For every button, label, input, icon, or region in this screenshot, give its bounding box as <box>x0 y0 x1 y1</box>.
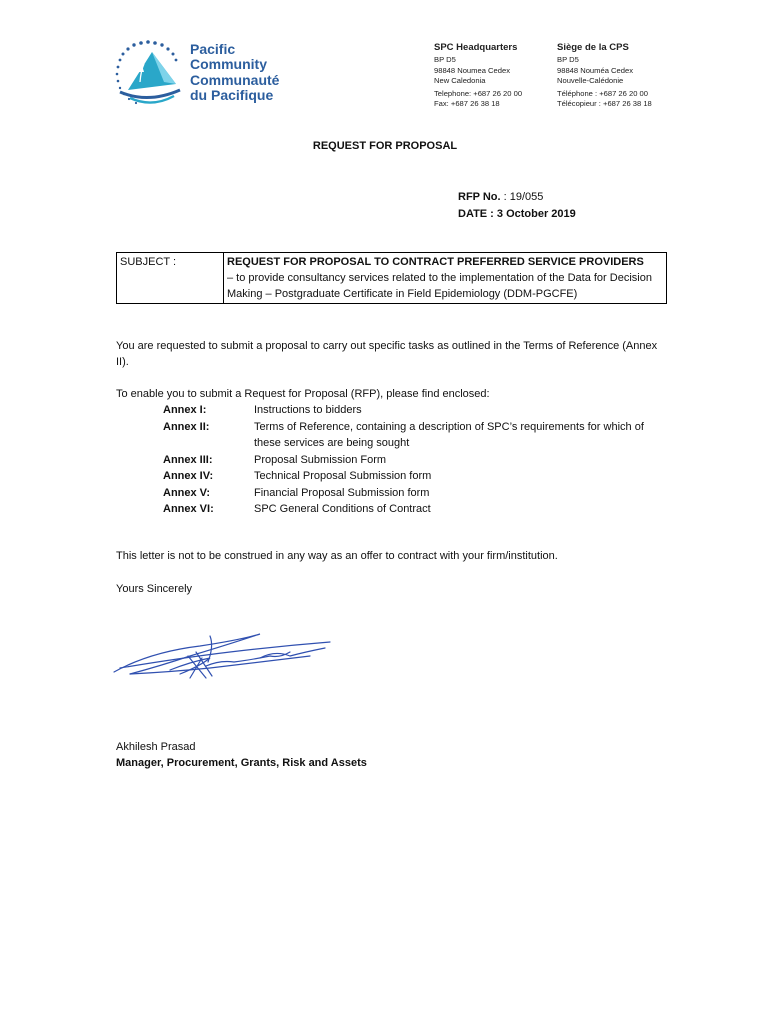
annex-row <box>116 485 659 502</box>
annex-text: Technical Proposal Submission form <box>254 470 432 482</box>
hq-address-en <box>434 42 522 110</box>
rfp-no-label: RFP No. <box>458 191 501 203</box>
hq-line: Téléphone : +687 26 20 00 <box>557 88 648 98</box>
enclosure-paragraph: To enable you to submit a Request for Proposal (RFP), please find enclosed: <box>116 388 490 400</box>
annex-label: Annex III: <box>163 453 213 466</box>
closing: Yours Sincerely <box>116 583 193 595</box>
signatory-name: Akhilesh Prasad <box>116 741 196 753</box>
annex-label: Annex II: <box>163 420 210 433</box>
signatory-title: Manager, Procurement, Grants, Risk and Assets <box>116 757 367 769</box>
hq-heading-fr: Siège de la CPS <box>557 42 629 53</box>
hq-line: New Caledonia <box>434 76 486 86</box>
hq-line: Fax: +687 26 38 18 <box>434 99 500 109</box>
disclaimer-paragraph: This letter is not to be construed in any way as an offer to contract with your firm/institution. <box>116 550 558 562</box>
subject-content <box>224 253 667 304</box>
annex-label: Annex IV: <box>163 470 214 482</box>
org-name-en-1: Pacific <box>190 41 236 57</box>
subject-table <box>116 252 667 304</box>
annex-row <box>116 452 659 469</box>
annex-text: Proposal Submission Form <box>254 453 387 466</box>
hq-heading-en: SPC Headquarters <box>434 42 518 53</box>
pacific-community-logo-icon <box>108 38 188 110</box>
annex-row <box>116 419 659 452</box>
intro-paragraph: You are requested to submit a proposal to carry out specific tasks as outlined in the Terms of Reference (Annex II). <box>116 340 658 368</box>
subject-heading: REQUEST FOR PROPOSAL TO CONTRACT PREFERRED SERVICE PROVIDERS <box>227 256 644 268</box>
annex-list <box>116 402 659 518</box>
rfp-no-value: : 19/055 <box>500 191 544 203</box>
org-name-fr-1: Communauté <box>190 72 280 88</box>
rfp-details <box>458 189 576 223</box>
subject-body: – to provide consultancy services related to the implementation of the Data for Decision Making – Postgraduate Certificate in Field Epidemiology (DDM-PGCFE) <box>227 272 652 300</box>
hq-address-fr <box>557 42 652 110</box>
annex-row <box>116 468 659 485</box>
annex-text: SPC General Conditions of Contract <box>254 503 431 515</box>
hq-line: Télécopieur : +687 26 38 18 <box>557 99 652 109</box>
annex-row <box>116 402 659 419</box>
annex-text: Terms of Reference, containing a description of SPC’s requirements for which of these services are being sought <box>254 420 644 449</box>
signature-icon <box>110 622 340 692</box>
annex-text: Instructions to bidders <box>254 404 362 416</box>
date-label: DATE : <box>458 208 497 220</box>
hq-line: BP D5 <box>557 55 579 64</box>
annex-row <box>116 501 659 518</box>
hq-line: 98848 Nouméa Cedex <box>557 65 633 75</box>
hq-line: BP D5 <box>434 55 456 64</box>
org-name <box>190 42 279 103</box>
date-value: 3 October 2019 <box>496 208 576 220</box>
hq-line: Nouvelle-Calédonie <box>557 76 624 86</box>
annex-label: Annex I: <box>163 404 207 416</box>
subject-label: SUBJECT : <box>117 253 224 304</box>
org-name-fr-2: du Pacifique <box>190 87 274 103</box>
annex-text: Financial Proposal Submission form <box>254 486 430 499</box>
annex-label: Annex V: <box>163 486 211 499</box>
hq-line: 98848 Noumea Cedex <box>434 65 510 75</box>
page-title: REQUEST FOR PROPOSAL <box>312 140 458 152</box>
org-name-en-2: Community <box>190 56 267 72</box>
annex-label: Annex VI: <box>163 503 214 515</box>
hq-line: Telephone: +687 26 20 00 <box>434 88 523 98</box>
